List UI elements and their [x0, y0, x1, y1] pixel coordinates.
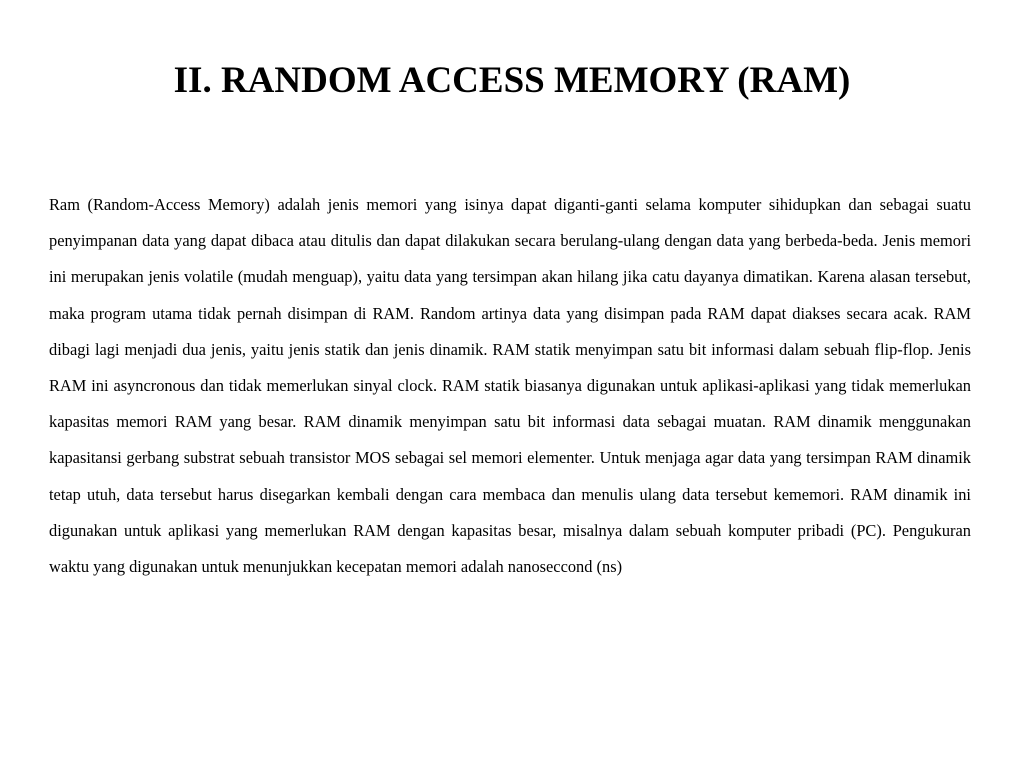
slide-body-text: Ram (Random-Access Memory) adalah jenis memori yang isinya dapat diganti-ganti selama komputer sihidupkan dan sebagai suatu penyimpanan data yang dapat dibaca atau ditulis dan dapat dilakukan secara berulang-ulang dengan data yang berbeda-beda. Jenis memori ini merupakan jenis volatile (mudah menguap), yaitu data yang tersimpan akan hilang jika catu dayanya dimatikan. Karena alasan tersebut, maka program utama tidak pernah disimpan di RAM. Random artinya data yang disimpan pada RAM dapat diakses secara acak. RAM dibagi lagi menjadi dua jenis, yaitu jenis statik dan jenis dinamik. RAM statik menyimpan satu bit informasi dalam sebuah flip-flop. Jenis RAM ini asyncronous dan tidak memerlukan sinyal clock. RAM statik biasanya digunakan untuk aplikasi-aplikasi yang tidak memerlukan kapasitas memori RAM yang besar. RAM dinamik menyimpan satu bit informasi data sebagai muatan. RAM dinamik menggunakan kapasitansi gerbang substrat sebuah transistor MOS sebagai sel memori elementer. Untuk menjaga agar data yang tersimpan RAM dinamik tetap utuh, data tersebut harus disegarkan kembali dengan cara membaca dan menulis ulang data tersebut kememori. RAM dinamik ini digunakan untuk aplikasi yang memerlukan RAM dengan kapasitas besar, misalnya dalam sebuah komputer pribadi (PC). Pengukuran waktu yang digunakan untuk menunjukkan kecepatan memori adalah nanoseccond (ns) — [49, 195, 971, 577]
slide-title: II. RANDOM ACCESS MEMORY (RAM) — [173, 60, 851, 101]
